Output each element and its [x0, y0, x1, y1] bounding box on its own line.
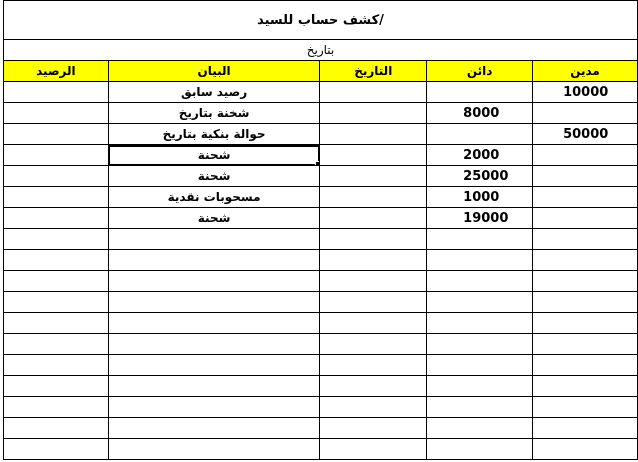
empty-row	[4, 376, 638, 397]
cell-credit[interactable]: 25000	[427, 166, 533, 187]
empty-cell[interactable]	[4, 376, 109, 397]
empty-cell[interactable]	[4, 418, 109, 439]
empty-cell[interactable]	[4, 355, 109, 376]
empty-cell[interactable]	[108, 250, 320, 271]
empty-cell[interactable]	[320, 376, 427, 397]
empty-cell[interactable]	[4, 229, 109, 250]
empty-cell[interactable]	[533, 418, 638, 439]
empty-cell[interactable]	[427, 229, 533, 250]
empty-cell[interactable]	[427, 271, 533, 292]
table-row	[4, 187, 638, 208]
empty-row	[4, 334, 638, 355]
cell-date[interactable]	[320, 208, 427, 229]
account-statement-table	[3, 0, 638, 460]
empty-cell[interactable]	[533, 376, 638, 397]
empty-row	[4, 439, 638, 460]
empty-cell[interactable]	[4, 292, 109, 313]
empty-cell[interactable]	[533, 439, 638, 460]
cell-date[interactable]	[320, 187, 427, 208]
empty-cell[interactable]	[320, 250, 427, 271]
table-row	[4, 145, 638, 166]
empty-cell[interactable]	[320, 439, 427, 460]
empty-cell[interactable]	[108, 397, 320, 418]
header-description[interactable]: البيان	[108, 61, 320, 82]
cell-description-text: شحنة	[197, 148, 231, 162]
cell-debit[interactable]	[533, 208, 638, 229]
cell-description[interactable]: حوالة بنكية بتاريخ	[108, 124, 320, 145]
table-row	[4, 103, 638, 124]
empty-cell[interactable]	[320, 292, 427, 313]
empty-cell[interactable]	[533, 271, 638, 292]
table-row	[4, 124, 638, 145]
table-row	[4, 208, 638, 229]
empty-cell[interactable]	[533, 355, 638, 376]
empty-cell[interactable]	[4, 439, 109, 460]
cell-date[interactable]	[320, 103, 427, 124]
empty-cell[interactable]	[108, 229, 320, 250]
header-credit[interactable]: دائن	[427, 61, 533, 82]
empty-cell[interactable]	[533, 334, 638, 355]
empty-cell[interactable]	[320, 313, 427, 334]
empty-cell[interactable]	[108, 418, 320, 439]
cell-credit[interactable]	[427, 82, 533, 103]
empty-cell[interactable]	[533, 292, 638, 313]
empty-cell[interactable]	[427, 397, 533, 418]
cell-date[interactable]	[320, 166, 427, 187]
cell-debit[interactable]: 10000	[533, 82, 638, 103]
cell-balance[interactable]	[4, 145, 109, 166]
header-balance[interactable]: الرصيد	[4, 61, 109, 82]
empty-cell[interactable]	[108, 355, 320, 376]
fill-handle[interactable]	[315, 161, 320, 166]
empty-cell[interactable]	[533, 313, 638, 334]
cell-description[interactable]: مسحوبات نقدية	[108, 187, 320, 208]
cell-credit[interactable]	[427, 124, 533, 145]
cell-balance[interactable]	[4, 124, 109, 145]
cell-balance[interactable]	[4, 166, 109, 187]
empty-cell[interactable]	[320, 334, 427, 355]
empty-row	[4, 313, 638, 334]
cell-description[interactable]: شحنة	[108, 208, 320, 229]
empty-cell[interactable]	[108, 334, 320, 355]
empty-row	[4, 355, 638, 376]
empty-cell[interactable]	[4, 313, 109, 334]
empty-cell[interactable]	[533, 229, 638, 250]
cell-debit[interactable]: 50000	[533, 124, 638, 145]
cell-date[interactable]	[320, 124, 427, 145]
cell-credit[interactable]: 8000	[427, 103, 533, 124]
cell-date[interactable]	[320, 145, 427, 166]
empty-cell[interactable]	[320, 418, 427, 439]
cell-date[interactable]	[320, 82, 427, 103]
empty-cell[interactable]	[4, 334, 109, 355]
table-row	[4, 82, 638, 103]
empty-cell[interactable]	[320, 397, 427, 418]
empty-cell[interactable]	[320, 229, 427, 250]
empty-cell[interactable]	[320, 355, 427, 376]
cell-description[interactable]: شحنة	[108, 166, 320, 187]
cell-credit[interactable]: 2000	[427, 145, 533, 166]
cell-balance[interactable]	[4, 103, 109, 124]
cell-debit[interactable]	[533, 103, 638, 124]
empty-cell[interactable]	[108, 292, 320, 313]
empty-cell[interactable]	[4, 250, 109, 271]
cell-description-selected[interactable]	[108, 145, 320, 166]
cell-credit[interactable]: 19000	[427, 208, 533, 229]
empty-row	[4, 418, 638, 439]
cell-credit[interactable]: 1000	[427, 187, 533, 208]
empty-cell[interactable]	[427, 418, 533, 439]
empty-cell[interactable]	[427, 334, 533, 355]
cell-balance[interactable]	[4, 208, 109, 229]
empty-cell[interactable]	[427, 355, 533, 376]
empty-row	[4, 397, 638, 418]
cell-description[interactable]: شخنة بتاريخ	[108, 103, 320, 124]
empty-cell[interactable]	[533, 250, 638, 271]
empty-cell[interactable]	[4, 271, 109, 292]
empty-cell[interactable]	[427, 292, 533, 313]
empty-cell[interactable]	[108, 376, 320, 397]
cell-balance[interactable]	[4, 82, 109, 103]
statement-title[interactable]: كشف حساب للسيد/	[4, 1, 638, 40]
statement-date-line[interactable]: بتاريخ	[4, 40, 638, 61]
empty-cell[interactable]	[427, 313, 533, 334]
header-date[interactable]: التاريخ	[320, 61, 427, 82]
cell-debit[interactable]	[533, 187, 638, 208]
empty-row	[4, 271, 638, 292]
empty-cell[interactable]	[4, 397, 109, 418]
cell-description[interactable]: رصيد سابق	[108, 82, 320, 103]
empty-cell[interactable]	[427, 250, 533, 271]
empty-row	[4, 229, 638, 250]
empty-row	[4, 292, 638, 313]
empty-cell[interactable]	[427, 376, 533, 397]
header-debit[interactable]: مدين	[533, 61, 638, 82]
cell-debit[interactable]	[533, 145, 638, 166]
table-row	[4, 166, 638, 187]
empty-cell[interactable]	[427, 439, 533, 460]
empty-cell[interactable]	[108, 313, 320, 334]
empty-row	[4, 250, 638, 271]
empty-cell[interactable]	[320, 271, 427, 292]
empty-cell[interactable]	[108, 271, 320, 292]
empty-cell[interactable]	[108, 439, 320, 460]
cell-debit[interactable]	[533, 166, 638, 187]
cell-balance[interactable]	[4, 187, 109, 208]
empty-cell[interactable]	[533, 397, 638, 418]
